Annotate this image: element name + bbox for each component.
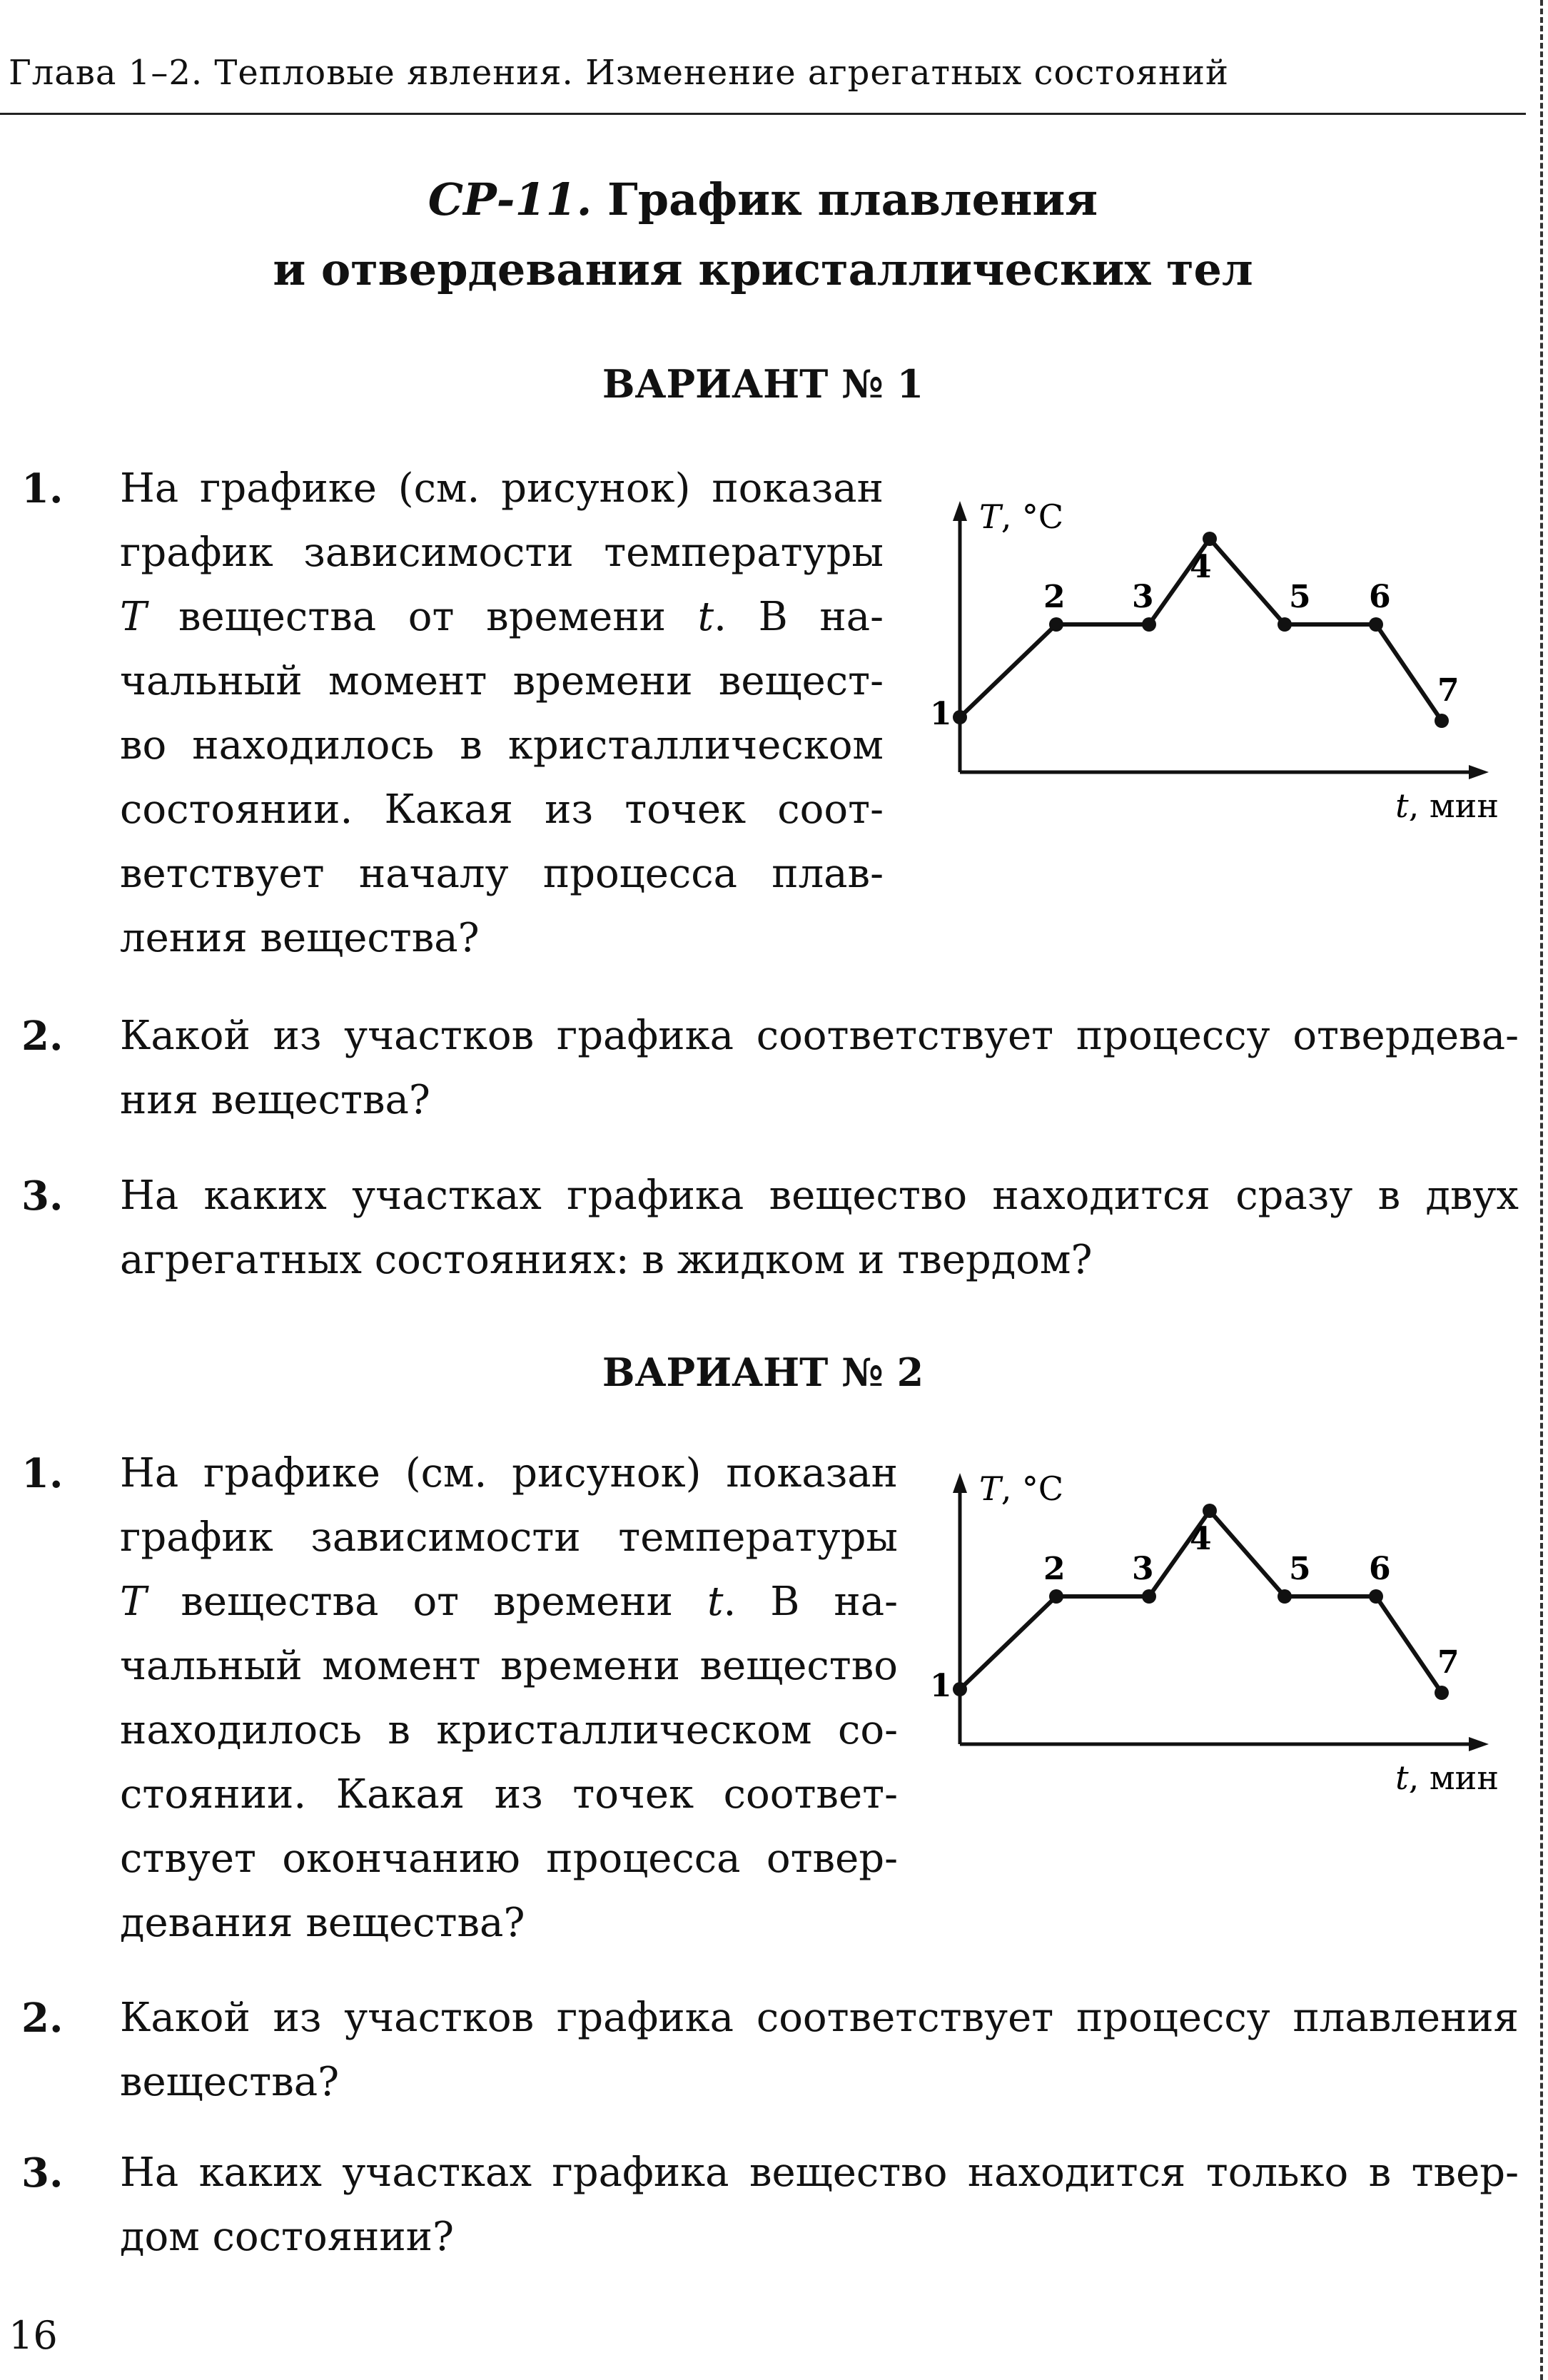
text-line: На графике (см. рисунок) показан — [120, 1450, 898, 1497]
point-label-1: 1 — [930, 1668, 952, 1704]
point-label-3: 3 — [1132, 579, 1154, 615]
point-6 — [1369, 617, 1383, 632]
x-axis-variable: t — [1395, 1758, 1409, 1793]
text-line: T вещества от времени t. В на- — [120, 1579, 899, 1625]
y-axis-arrow-icon — [953, 1473, 967, 1493]
point-2 — [1049, 617, 1063, 632]
point-1 — [953, 1682, 967, 1696]
text-line: во находилось в кристаллическом — [120, 722, 884, 769]
point-label-6: 6 — [1369, 579, 1391, 615]
point-label-2: 2 — [1043, 1551, 1066, 1587]
y-axis-unit: , °C — [1001, 1469, 1064, 1508]
worksheet-title-line-2: и отвердевания кристаллических тел — [273, 243, 1253, 295]
header-rule — [0, 113, 1526, 115]
y-axis-label — [979, 1469, 1063, 1508]
point-label-7: 7 — [1437, 672, 1460, 709]
point-5 — [1278, 617, 1292, 632]
math-variable: T — [120, 1579, 147, 1625]
variant-2-heading: ВАРИАНТ № 2 — [602, 1349, 924, 1395]
point-label-5: 5 — [1289, 579, 1311, 615]
page-number: 16 — [9, 2313, 58, 2358]
question-number: 3. — [21, 2149, 64, 2197]
text-line: ния вещества? — [120, 1077, 430, 1123]
y-axis-arrow-icon — [953, 501, 967, 521]
y-axis-label — [979, 497, 1063, 536]
x-axis-label — [1395, 786, 1499, 821]
text-line: вещества? — [120, 2059, 340, 2105]
text-line: ветствует началу процесса плав- — [120, 851, 884, 897]
point-4 — [1203, 532, 1217, 546]
running-header: Глава 1–2. Тепловые явления. Изменение агрегатных состояний — [9, 53, 1230, 93]
question-number: 2. — [21, 1013, 64, 1060]
point-5 — [1278, 1589, 1292, 1604]
y-axis-variable: T — [979, 1469, 1001, 1508]
text-line: график зависимости температуры — [120, 1514, 898, 1561]
text-line: дом состоянии? — [120, 2214, 455, 2260]
point-label-5: 5 — [1289, 1551, 1311, 1587]
variant-1-graph — [899, 492, 1513, 821]
point-6 — [1369, 1589, 1383, 1604]
question-text — [120, 457, 884, 971]
point-label-2: 2 — [1043, 579, 1066, 615]
y-axis-variable: T — [979, 497, 1001, 536]
text-line: Какой из участков графика соответствует процессу отвердева- — [120, 1013, 1519, 1059]
text-line: ствует окончанию процесса отвер- — [120, 1835, 898, 1882]
x-axis-variable: t — [1395, 786, 1409, 821]
point-label-6: 6 — [1369, 1551, 1391, 1587]
point-label-7: 7 — [1437, 1644, 1460, 1681]
point-7 — [1435, 714, 1449, 728]
graph-svg — [899, 1464, 1513, 1793]
text-line: находилось в кристаллическом со- — [120, 1707, 898, 1753]
x-axis-label — [1395, 1758, 1499, 1793]
x-axis-unit: , мин — [1408, 786, 1499, 821]
math-variable: t — [697, 594, 714, 640]
text-line: T вещества от времени t. В на- — [120, 594, 884, 640]
text-line: чальный момент времени вещест- — [120, 658, 884, 704]
math-variable: T — [120, 594, 147, 640]
text-line: состоянии. Какая из точек соот- — [120, 786, 884, 833]
x-axis-unit: , мин — [1408, 1758, 1499, 1793]
question-number: 3. — [21, 1173, 64, 1220]
point-7 — [1435, 1686, 1449, 1700]
worksheet-title-text: График плавления — [607, 173, 1098, 226]
point-2 — [1049, 1589, 1063, 1604]
question-number: 1. — [21, 465, 64, 512]
worksheet-title-line-1 — [0, 171, 1526, 228]
question-text — [120, 1442, 898, 1955]
point-label-1: 1 — [930, 696, 952, 732]
worksheet-code: СР-11. — [428, 173, 592, 226]
text-line: На графике (см. рисунок) показан — [120, 465, 884, 512]
point-3 — [1142, 617, 1156, 632]
point-label-4: 4 — [1190, 549, 1212, 585]
text-line: чальный момент времени вещество — [120, 1643, 898, 1689]
math-variable: t — [707, 1579, 724, 1625]
question-text — [120, 1004, 1519, 1133]
question-text — [120, 2141, 1519, 2269]
question-number: 2. — [21, 1995, 64, 2042]
point-4 — [1203, 1504, 1217, 1518]
y-axis-unit: , °C — [1001, 497, 1064, 536]
text-line: стоянии. Какая из точек соответ- — [120, 1771, 898, 1818]
question-text — [120, 1986, 1519, 2115]
text-line: Какой из участков графика соответствует процессу плавления — [120, 1995, 1519, 2041]
variant-1-heading: ВАРИАНТ № 1 — [602, 361, 924, 407]
point-label-4: 4 — [1190, 1521, 1212, 1557]
point-1 — [953, 710, 967, 724]
question-text — [120, 1164, 1519, 1292]
x-axis-arrow-icon — [1469, 1737, 1489, 1751]
text-line: девания вещества? — [120, 1900, 525, 1946]
text-line: график зависимости температуры — [120, 530, 884, 576]
text-line: ления вещества? — [120, 915, 480, 961]
text-line: На каких участках графика вещество находится сразу в двух — [120, 1173, 1519, 1219]
graph-svg — [899, 492, 1513, 821]
cut-line — [1540, 0, 1543, 2380]
point-3 — [1142, 1589, 1156, 1604]
question-number: 1. — [21, 1450, 64, 1497]
variant-2-graph — [899, 1464, 1513, 1793]
x-axis-arrow-icon — [1469, 765, 1489, 779]
text-line: На каких участках графика вещество находится только в твер- — [120, 2149, 1519, 2196]
point-label-3: 3 — [1132, 1551, 1154, 1587]
text-line: агрегатных состояниях: в жидком и твердом? — [120, 1237, 1093, 1283]
